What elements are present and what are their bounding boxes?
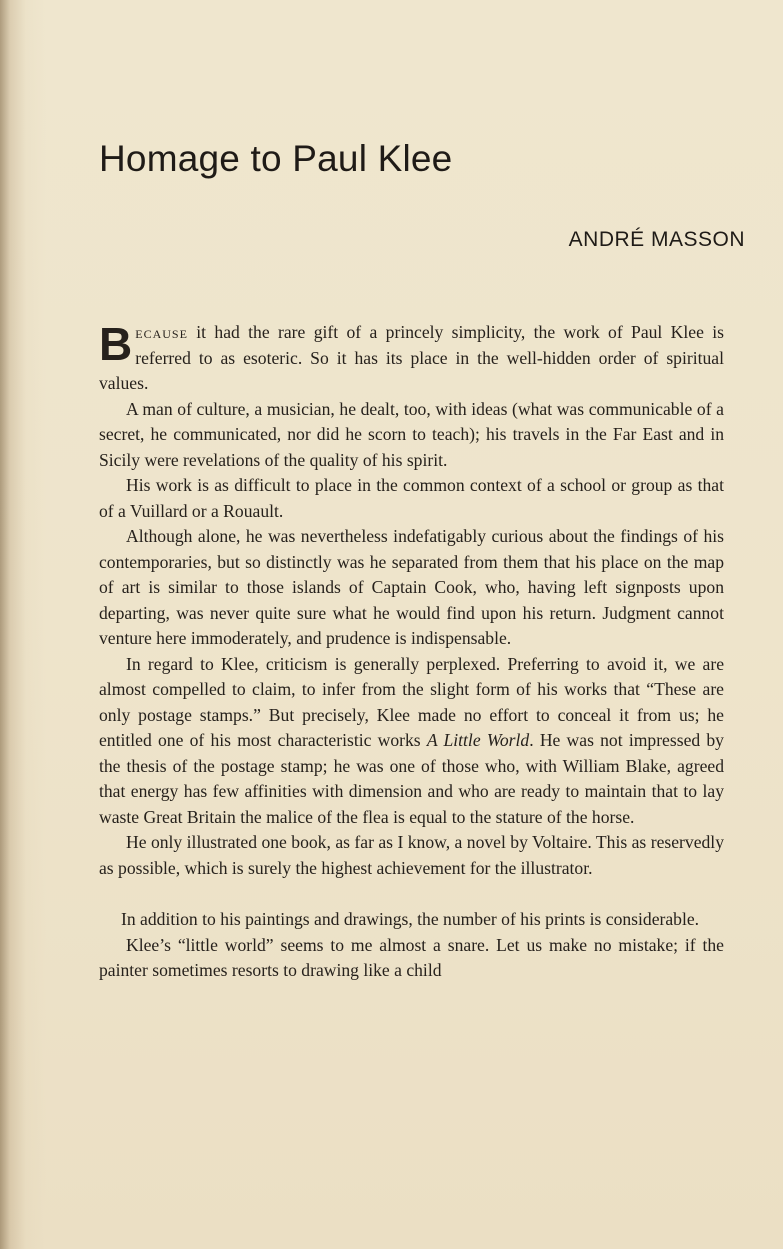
paragraph-5 (99, 652, 724, 831)
paragraph-1 (99, 320, 724, 397)
article-title: Homage to Paul Klee (99, 138, 453, 179)
paragraph-2: A man of culture, a musician, he dealt, too, with ideas (what was communicable of a secret, he communicated, nor did he scorn to teach); his travels in the Far East and in Sicily were revelations of the quality of his spirit. (99, 398, 724, 470)
paragraph-7: In addition to his paintings and drawings, the number of his prints is considerable. (121, 909, 700, 929)
paragraph-1-text: it had the rare gift of a princely simplicity, the work of Paul Klee is referred to as esoteric. So it has its place in the well-hidden order of spiritual values. (99, 322, 724, 393)
paragraph-8: Klee’s “little world” seems to me almost a snare. Let us make no mistake; if the painter sometimes resorts to drawing like a child (99, 934, 724, 980)
paragraph-3: His work is as difficult to place in the common context of a school or group as that of a Vuillard or a Rouault. (99, 475, 724, 521)
opening-small-caps: ecause (135, 322, 188, 342)
paragraph-5-text-a: In regard to Klee, criticism is generally perplexed. Preferring to avoid it, we are almost compelled to claim, to infer from the slight form of his works that “These are only postage stamps.” But precisely, Klee made no effort to conceal it from us; he entitled one of his most characteristic works (99, 653, 724, 750)
work-title-italic: A Little World (426, 730, 530, 750)
paragraph-5-text-b: . He was not impressed by the thesis of the postage stamp; he was one of those who, with William Blake, agreed that energy has few affinities with dimension and who are ready to maintain that to lay waste Great Britain the malice of the flea is equal to the stature of the horse. (99, 730, 724, 827)
article-body (99, 320, 724, 984)
drop-cap: B (99, 318, 133, 370)
article-author: ANDRÉ MASSON (568, 228, 745, 251)
paragraph-6: He only illustrated one book, as far as I know, a novel by Voltaire. This as reservedly as possible, which is surely the highest achievement for the illustrator. (99, 832, 724, 878)
paragraph-4: Although alone, he was nevertheless indefatigably curious about the findings of his contemporaries, but so distinctly was he separated from them that his place on the map of art is similar to those islands of Captain Cook, who, having left signposts upon departing, was never quite sure what he would find upon his return. Judgment cannot venture here immoderately, and prudence is indispensable. (99, 526, 724, 648)
